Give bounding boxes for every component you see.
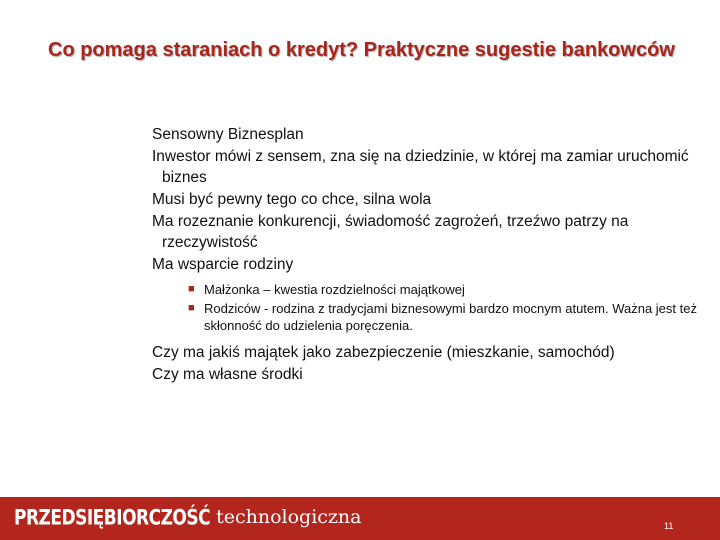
footer-logo xyxy=(14,506,362,536)
list-item: Sensowny Biznesplan xyxy=(152,126,304,143)
list-item: Ma wsparcie rodziny xyxy=(152,256,294,273)
page-number: 11 xyxy=(664,521,674,531)
sub-list-item xyxy=(188,300,697,334)
square-bullet-icon: ■ xyxy=(188,283,195,295)
list-item: Musi być pewny tego co chce, silna wola xyxy=(152,191,432,208)
slide-content xyxy=(152,124,697,386)
brand-light-text: technologiczna xyxy=(216,506,362,528)
sub-list-item-text: Małżonka – kwestia rozdzielności majątkowej xyxy=(204,282,465,297)
list-item: Inwestor mówi z sensem, zna się na dziedzinie, w której ma zamiar uruchomić biznes xyxy=(152,148,689,186)
list-item: Ma rozeznanie konkurencji, świadomość zagrożeń, trzeźwo patrzy na rzeczywistość xyxy=(152,213,629,251)
list-item: Czy ma jakiś majątek jako zabezpieczenie (mieszkanie, samochód) xyxy=(152,344,615,361)
sub-list-item-text: Rodziców - rodzina z tradycjami biznesowymi bardzo mocnym atutem. Ważna jest też skłonność do udzielenia poręczenia. xyxy=(204,301,697,333)
brand-strong-text: PRZEDSIĘBIORCZOŚĆ xyxy=(14,505,211,531)
slide-title: Co pomaga staraniach o kredyt? Praktyczne sugestie bankowców xyxy=(48,39,675,61)
sub-list-item xyxy=(188,281,697,298)
square-bullet-icon: ■ xyxy=(188,302,195,314)
sub-list xyxy=(188,281,697,334)
list-item: Czy ma własne środki xyxy=(152,366,303,383)
